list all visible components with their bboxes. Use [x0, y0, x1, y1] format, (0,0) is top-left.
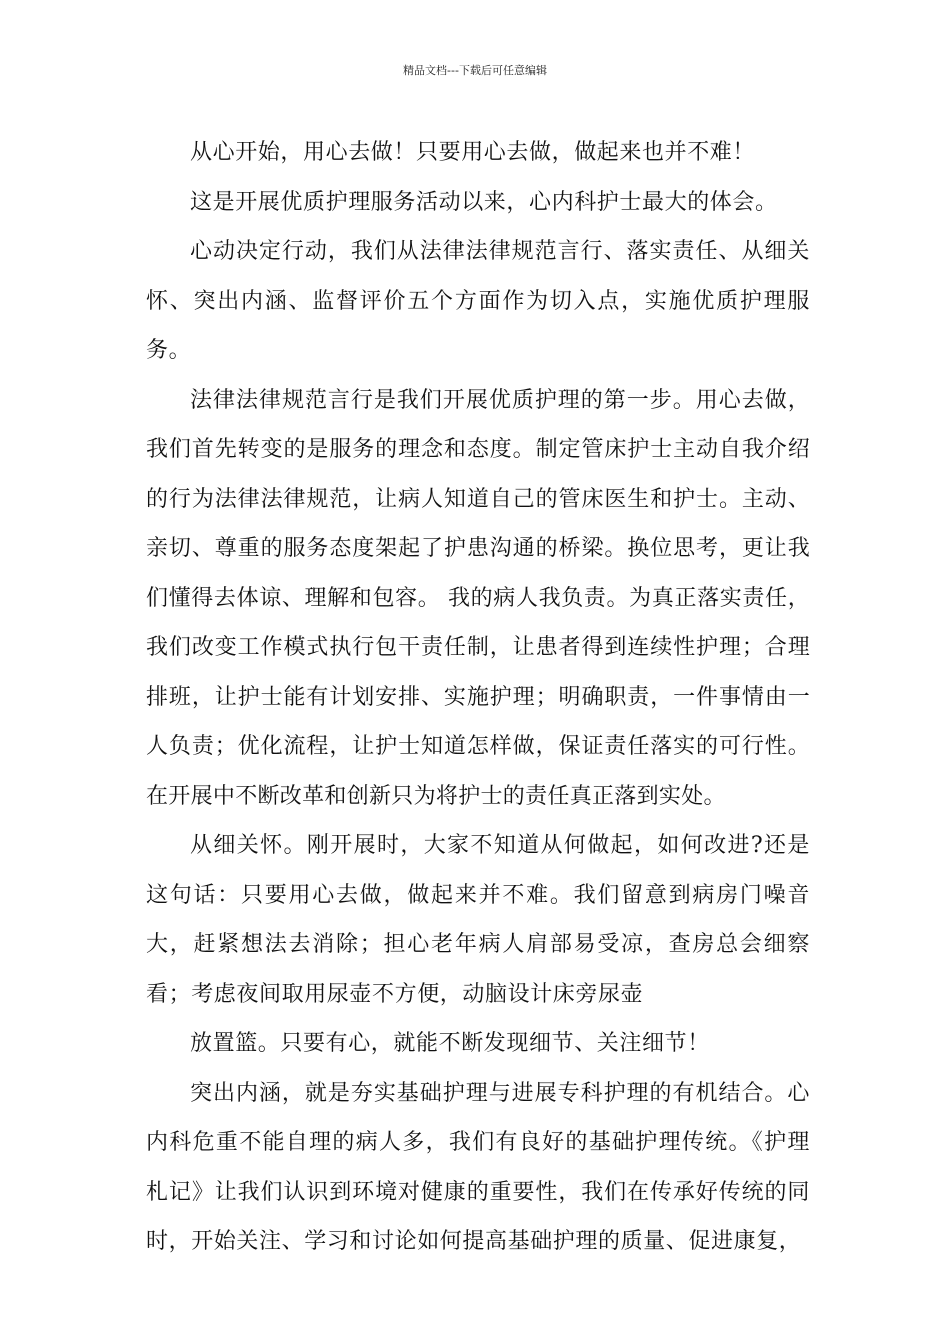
document-body	[146, 128, 810, 1267]
paragraph-1: 从心开始，用心去做！只要用心去做，做起来也并不难！	[190, 140, 756, 165]
paragraph-5: 从细关怀。刚开展时，大家不知道从何做起，如何改进?还是这句话：只要用心去做，做起来并不难。我们留意到病房门噪音大，赶紧想法去消除；担心老年病人肩部易受凉，查房总会细察看；考虑夜间取用尿壶不方便，动脑设计床旁尿壶	[146, 833, 810, 1007]
paragraph-6: 放置篮。只要有心，就能不断发现细节、关注细节！	[190, 1031, 710, 1056]
paragraph-7: 突出内涵，就是夯实基础护理与进展专科护理的有机结合。心内科危重不能自理的病人多，我们有良好的基础护理传统。《护理札记》让我们认识到环境对健康的重要性，我们在传承好传统的同时，开始关注、学习和讨论如何提高基础护理的质量、促进康复，	[146, 1080, 810, 1254]
page-header: 精品文档---下载后可任意编辑	[403, 64, 547, 77]
paragraph-3: 心动决定行动，我们从法律法律规范言行、落实责任、从细关怀、突出内涵、监督评价五个方面作为切入点，实施优质护理服务。	[146, 239, 810, 363]
paragraph-2: 这是开展优质护理服务活动以来，心内科护士最大的体会。	[190, 189, 778, 215]
paragraph-4: 法律法律规范言行是我们开展优质护理的第一步。用心去做，我们首先转变的是服务的理念和态度。制定管床护士主动自我介绍的行为法律法律规范，让病人知道自己的管床医生和护士。主动、亲切、尊重的服务态度架起了护患沟通的桥梁。换位思考，更让我们懂得去体谅、理解和包容。 我的病人我负责。为真正落实责任，我们改变工作模式执行包干责任制，让患者得到连续性护理；合理排班，让护士能有计划安排、实施护理；明确职责，一件事情由一人负责；优化流程，让护士知道怎样做，保证责任落实的可行性。在开展中不断改革和创新只为将护士的责任真正落到实处。	[146, 387, 810, 809]
